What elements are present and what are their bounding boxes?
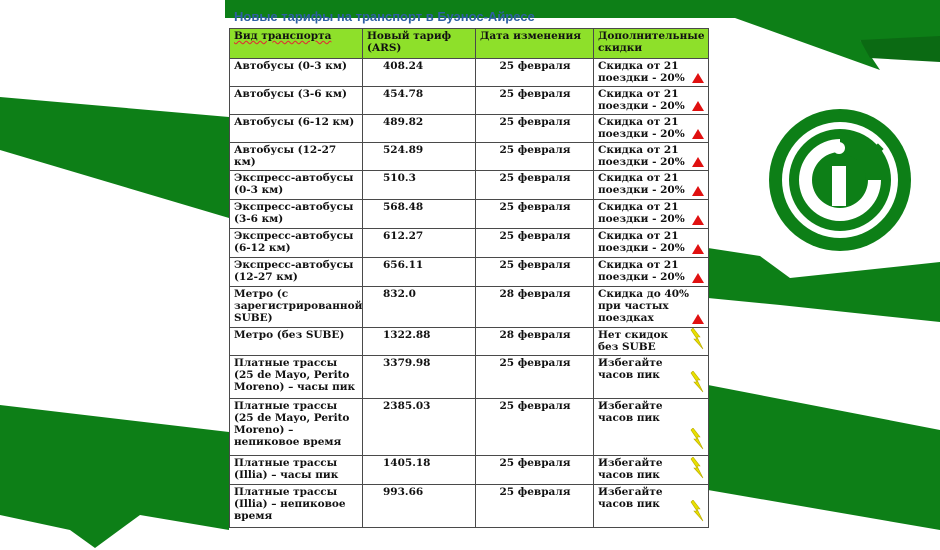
table-row bbox=[230, 356, 709, 399]
ribbon-left-upper bbox=[0, 97, 229, 218]
cell-tariff: 1405.18 bbox=[363, 456, 476, 485]
cell-transport-type: Экспресс-автобусы (6-12 км) bbox=[230, 229, 363, 258]
lightning-bolt-icon bbox=[690, 500, 704, 525]
cell-date: 25 февраля bbox=[476, 485, 594, 528]
cell-transport-type: Платные трассы (Illia) – часы пик bbox=[230, 456, 363, 485]
cell-discount bbox=[594, 200, 709, 229]
ribbon-top-right-fold bbox=[860, 36, 940, 62]
lightning-bolt-icon bbox=[690, 371, 704, 396]
cell-discount bbox=[594, 328, 709, 356]
cell-tariff: 524.89 bbox=[363, 143, 476, 171]
ribbon-right-middle bbox=[708, 248, 940, 322]
cell-transport-type: Автобусы (3-6 км) bbox=[230, 87, 363, 115]
discount-text: Скидка от 21 поездки - 20% bbox=[598, 116, 685, 140]
lightning-bolt-icon bbox=[690, 457, 704, 482]
cell-date: 25 февраля bbox=[476, 200, 594, 229]
ribbon-right-lower bbox=[708, 385, 940, 530]
cell-discount bbox=[594, 171, 709, 200]
table-row bbox=[230, 200, 709, 229]
cell-tariff: 489.82 bbox=[363, 115, 476, 143]
cell-transport-type: Экспресс-автобусы (0-3 км) bbox=[230, 171, 363, 200]
cell-discount bbox=[594, 143, 709, 171]
tariff-table bbox=[229, 28, 709, 528]
discount-text: Избегайте часов пик bbox=[598, 400, 663, 424]
discount-text: Скидка от 21 поездки - 20% bbox=[598, 259, 685, 283]
table-row bbox=[230, 258, 709, 287]
cell-date: 25 февраля bbox=[476, 59, 594, 87]
cell-date: 25 февраля bbox=[476, 356, 594, 399]
cell-tariff: 1322.88 bbox=[363, 328, 476, 356]
red-triangle-icon bbox=[692, 101, 704, 111]
cell-discount bbox=[594, 258, 709, 287]
table-row bbox=[230, 171, 709, 200]
cell-transport-type: Платные трассы (Illia) – непиковое время bbox=[230, 485, 363, 528]
header-new-tariff: Новый тариф (ARS) bbox=[363, 29, 476, 59]
cell-discount bbox=[594, 399, 709, 456]
cell-tariff: 993.66 bbox=[363, 485, 476, 528]
red-triangle-icon bbox=[692, 273, 704, 283]
page-title: Новые тарифы на транспорт в Буэнос-Айресе bbox=[234, 9, 535, 24]
cell-discount bbox=[594, 59, 709, 87]
cell-transport-type: Метро (с зарегистрированной SUBE) bbox=[230, 287, 363, 328]
red-triangle-icon bbox=[692, 186, 704, 196]
table-row bbox=[230, 59, 709, 87]
cell-tariff: 612.27 bbox=[363, 229, 476, 258]
cell-transport-type: Платные трассы (25 de Mayo, Perito Moreno) – непиковое время bbox=[230, 399, 363, 456]
discount-text: Скидка от 21 поездки - 20% bbox=[598, 144, 685, 168]
cell-discount bbox=[594, 485, 709, 528]
cell-transport-type: Автобусы (12-27 км) bbox=[230, 143, 363, 171]
cell-date: 25 февраля bbox=[476, 399, 594, 456]
discount-text: Скидка от 21 поездки - 20% bbox=[598, 230, 685, 254]
table-row bbox=[230, 485, 709, 528]
cell-date: 28 февраля bbox=[476, 328, 594, 356]
discount-text: Скидка от 21 поездки - 20% bbox=[598, 201, 685, 225]
cell-transport-type: Автобусы (0-3 км) bbox=[230, 59, 363, 87]
cell-discount bbox=[594, 456, 709, 485]
cell-transport-type: Экспресс-автобусы (12-27 км) bbox=[230, 258, 363, 287]
cell-date: 25 февраля bbox=[476, 258, 594, 287]
cell-tariff: 2385.03 bbox=[363, 399, 476, 456]
discount-text: Скидка от 21 поездки - 20% bbox=[598, 88, 685, 112]
header-change-date: Дата изменения bbox=[476, 29, 594, 59]
header-transport-type: Вид транспорта bbox=[230, 29, 363, 59]
cell-date: 25 февраля bbox=[476, 171, 594, 200]
table-row bbox=[230, 115, 709, 143]
red-triangle-icon bbox=[692, 244, 704, 254]
cell-tariff: 408.24 bbox=[363, 59, 476, 87]
cell-date: 25 февраля bbox=[476, 229, 594, 258]
cell-tariff: 454.78 bbox=[363, 87, 476, 115]
cell-date: 25 февраля bbox=[476, 143, 594, 171]
cell-transport-type: Экспресс-автобусы (3-6 км) bbox=[230, 200, 363, 229]
table-row bbox=[230, 87, 709, 115]
cell-discount bbox=[594, 87, 709, 115]
discount-text: Нет скидок без SUBE bbox=[598, 329, 669, 353]
red-triangle-icon bbox=[692, 157, 704, 167]
discount-text: Скидка от 21 поездки - 20% bbox=[598, 172, 685, 196]
lightning-bolt-icon bbox=[690, 428, 704, 453]
red-triangle-icon bbox=[692, 73, 704, 83]
discount-text: Скидка до 40% при частых поездках bbox=[598, 288, 690, 324]
header-discounts: Дополнительные скидки bbox=[594, 29, 709, 59]
cell-transport-type: Автобусы (6-12 км) bbox=[230, 115, 363, 143]
discount-text: Избегайте часов пик bbox=[598, 357, 663, 381]
table-row bbox=[230, 143, 709, 171]
cell-discount bbox=[594, 115, 709, 143]
cell-discount bbox=[594, 229, 709, 258]
discount-text: Избегайте часов пик bbox=[598, 457, 663, 481]
cell-tariff: 656.11 bbox=[363, 258, 476, 287]
table-header-row bbox=[230, 29, 709, 59]
cell-discount bbox=[594, 287, 709, 328]
table-row bbox=[230, 456, 709, 485]
cell-tariff: 3379.98 bbox=[363, 356, 476, 399]
red-triangle-icon bbox=[692, 314, 704, 324]
cell-transport-type: Платные трассы (25 de Mayo, Perito Moreno) – часы пик bbox=[230, 356, 363, 399]
red-triangle-icon bbox=[692, 215, 704, 225]
discount-text: Скидка от 21 поездки - 20% bbox=[598, 60, 685, 84]
cell-date: 28 февраля bbox=[476, 287, 594, 328]
cell-date: 25 февраля bbox=[476, 87, 594, 115]
cell-discount bbox=[594, 356, 709, 399]
ribbon-left-lower bbox=[0, 405, 229, 548]
cell-transport-type: Метро (без SUBE) bbox=[230, 328, 363, 356]
cell-date: 25 февраля bbox=[476, 115, 594, 143]
cell-date: 25 февраля bbox=[476, 456, 594, 485]
cell-tariff: 832.0 bbox=[363, 287, 476, 328]
discount-text: Избегайте часов пик bbox=[598, 486, 663, 510]
logo-icon bbox=[769, 109, 911, 251]
table-row bbox=[230, 287, 709, 328]
table-row bbox=[230, 229, 709, 258]
cell-tariff: 510.3 bbox=[363, 171, 476, 200]
red-triangle-icon bbox=[692, 129, 704, 139]
lightning-bolt-icon bbox=[690, 328, 704, 353]
table-row bbox=[230, 328, 709, 356]
table-row bbox=[230, 399, 709, 456]
cell-tariff: 568.48 bbox=[363, 200, 476, 229]
